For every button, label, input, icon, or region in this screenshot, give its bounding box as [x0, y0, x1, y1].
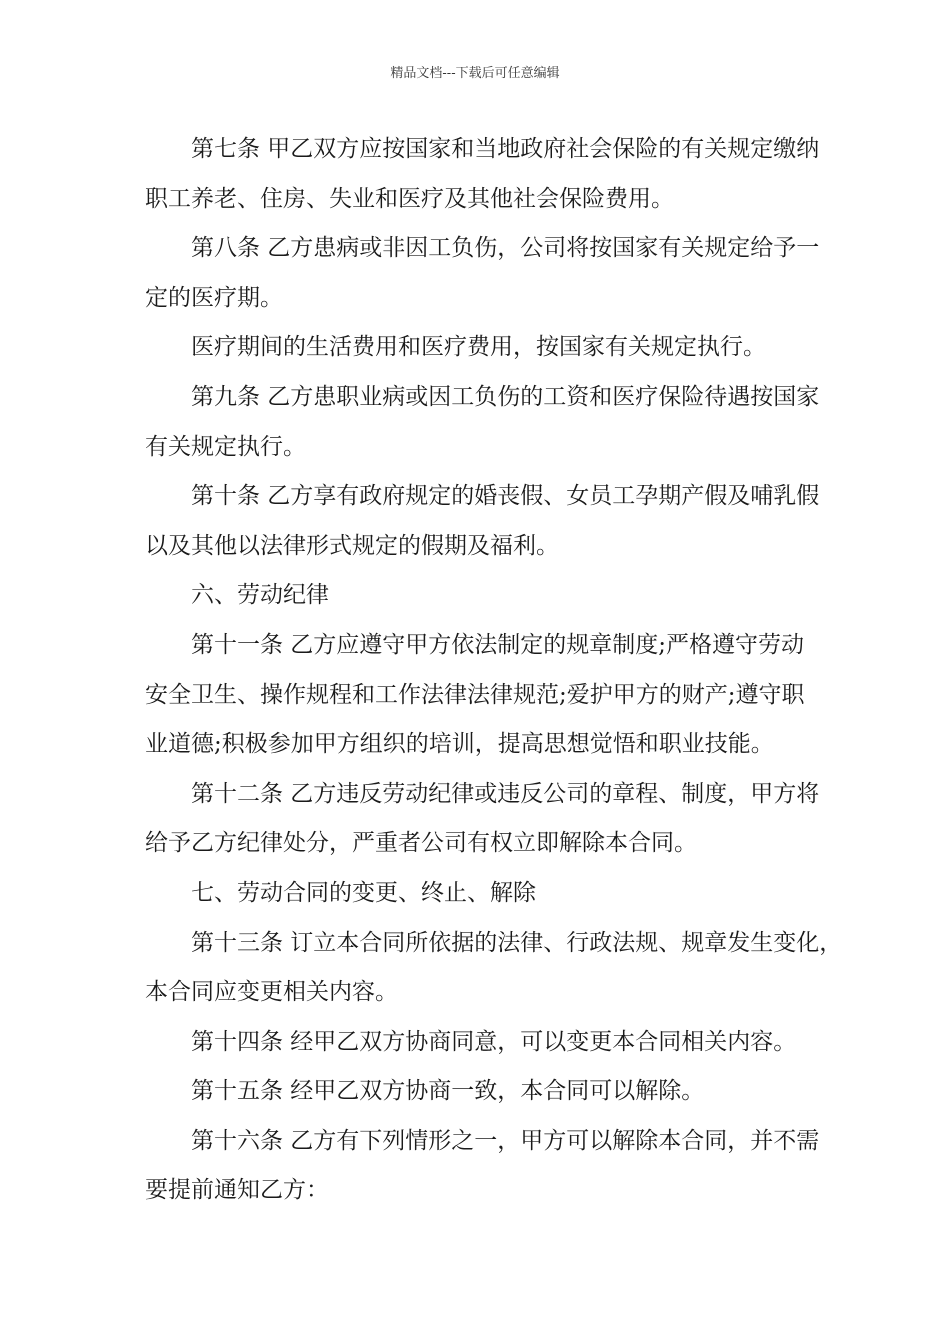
text-line: 第十一条 乙方应遵守甲方依法制定的规章制度;严格遵守劳动	[191, 631, 805, 658]
text-line: 第十二条 乙方违反劳动纪律或违反公司的章程、制度，甲方将	[191, 780, 820, 807]
section-heading: 六、劳动纪律	[191, 582, 329, 609]
page-header: 精品文档---下载后可任意编辑	[390, 66, 560, 81]
text-line: 第十条 乙方享有政府规定的婚丧假、女员工孕期产假及哺乳假	[191, 483, 820, 510]
text-line: 给予乙方纪律处分，严重者公司有权立即解除本合同。	[145, 830, 697, 857]
text-line: 医疗期间的生活费用和医疗费用，按国家有关规定执行。	[191, 334, 766, 361]
text-line: 第九条 乙方患职业病或因工负伤的工资和医疗保险待遇按国家	[191, 383, 820, 410]
text-line: 第十五条 经甲乙双方协商一致，本合同可以解除。	[191, 1078, 705, 1105]
text-line: 以及其他以法律形式规定的假期及福利。	[145, 532, 559, 559]
text-line: 业道德;积极参加甲方组织的培训，提高思想觉悟和职业技能。	[145, 731, 774, 758]
text-line: 安全卫生、操作规程和工作法律法律规范;爱护甲方的财产;遵守职	[145, 681, 805, 708]
text-line: 第八条 乙方患病或非因工负伤，公司将按国家有关规定给予一	[191, 235, 820, 262]
text-line: 定的医疗期。	[145, 284, 283, 311]
text-line: 有关规定执行。	[145, 433, 306, 460]
text-line: 本合同应变更相关内容。	[145, 979, 398, 1006]
text-line: 第十四条 经甲乙双方协商同意，可以变更本合同相关内容。	[191, 1028, 797, 1055]
text-line: 第十三条 订立本合同所依据的法律、行政法规、规章发生变化，	[191, 929, 843, 956]
text-line: 要提前通知乙方：	[145, 1177, 329, 1204]
document-body	[145, 130, 843, 1221]
section-heading: 七、劳动合同的变更、终止、解除	[191, 879, 536, 906]
text-line: 第十六条 乙方有下列情形之一，甲方可以解除本合同，并不需	[191, 1127, 820, 1154]
text-line: 第七条 甲乙双方应按国家和当地政府社会保险的有关规定缴纳	[191, 136, 820, 162]
text-line: 职工养老、住房、失业和医疗及其他社会保险费用。	[145, 185, 674, 212]
